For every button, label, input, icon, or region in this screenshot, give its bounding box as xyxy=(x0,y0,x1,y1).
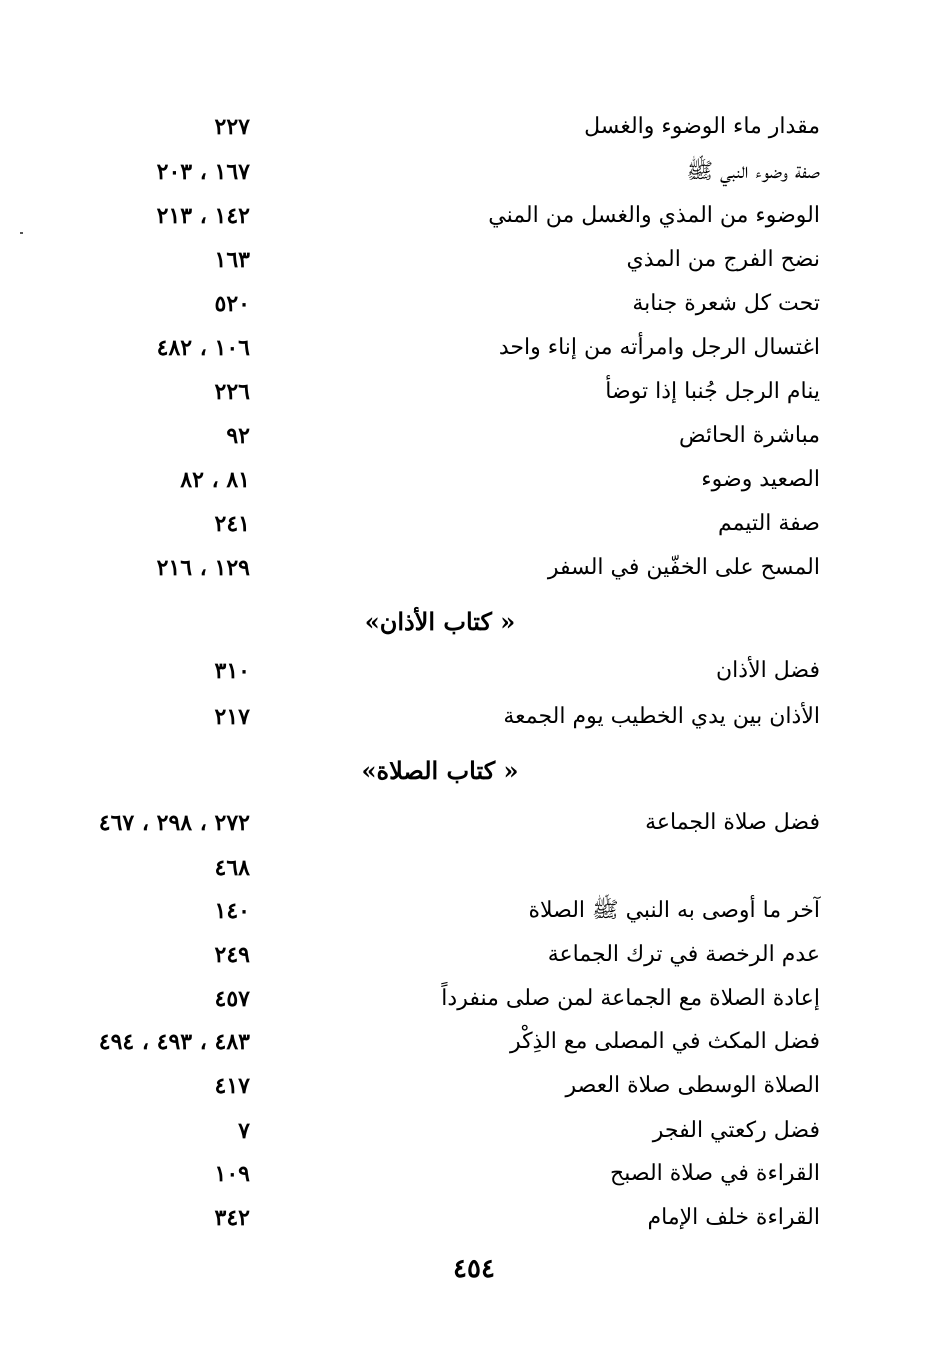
index-entry xyxy=(60,1154,820,1194)
entry-topic: صفة التيمم xyxy=(717,511,820,536)
entry-pages: ١٤٢ ، ٢١٣ xyxy=(156,203,250,229)
index-entry xyxy=(60,651,820,691)
entry-topic: فضل الأذان xyxy=(716,658,820,683)
entry-pages: ٤٨٣ ، ٤٩٣ ، ٤٩٤ xyxy=(98,1029,250,1055)
entry-topic: صفة وضوء النبي ﷺ xyxy=(686,159,820,184)
index-entry xyxy=(60,152,820,192)
entry-topic: نضح الفرج من المذي xyxy=(626,247,820,272)
index-entry xyxy=(60,891,820,931)
entry-topic: ينام الرجل جُنبا إذا توضأ xyxy=(605,379,820,404)
entry-pages: ٢٢٦ xyxy=(214,379,250,405)
section-heading-salat: « كتاب الصلاة» xyxy=(361,756,519,785)
scan-speck xyxy=(20,232,23,234)
entry-pages: ٤٦٨ xyxy=(214,855,250,881)
index-entry xyxy=(60,196,820,236)
section-heading-adhan: « كتاب الأذان» xyxy=(364,607,516,636)
entry-topic: المسح على الخفّين في السفر xyxy=(547,555,820,580)
entry-pages: ١٦٧ ، ٢٠٣ xyxy=(156,159,250,185)
entry-pages: ٨١ ، ٨٢ xyxy=(180,467,250,493)
index-entry xyxy=(60,328,820,368)
index-entry xyxy=(60,460,820,500)
index-entry xyxy=(60,416,820,456)
entry-topic: القراءة خلف الإمام xyxy=(647,1205,820,1230)
entry-pages: ٩٢ xyxy=(226,423,250,449)
index-entry xyxy=(60,107,820,147)
entry-topic: آخر ما أوصى به النبي ﷺ الصلاة xyxy=(528,898,820,923)
entry-pages: ١٦٣ xyxy=(214,247,250,273)
index-entry xyxy=(60,697,820,737)
entry-pages: ٢١٧ xyxy=(214,704,250,730)
index-entry xyxy=(60,240,820,280)
index-entry xyxy=(60,372,820,412)
entry-topic: الصعيد وضوء xyxy=(701,467,820,492)
entry-pages: ١٢٩ ، ٢١٦ xyxy=(156,555,250,581)
entry-pages: ٣١٠ xyxy=(214,658,250,684)
entry-topic: فضل المكث في المصلى مع الذِكْر xyxy=(509,1029,820,1054)
entry-pages: ٢٤١ xyxy=(214,511,250,537)
entry-pages: ٢٢٧ xyxy=(214,114,250,140)
entry-topic: مباشرة الحائض xyxy=(678,423,820,448)
entry-pages: ٤١٧ xyxy=(214,1073,250,1099)
entry-topic: تحت كل شعرة جنابة xyxy=(632,291,820,316)
entry-pages: ٢٧٢ ، ٢٩٨ ، ٤٦٧ xyxy=(98,810,250,836)
entry-pages: ٤٥٧ xyxy=(214,986,250,1012)
entry-pages: ١٠٩ xyxy=(214,1161,250,1187)
entry-topic: الوضوء من المذي والغسل من المني xyxy=(488,203,820,228)
index-entry xyxy=(60,979,820,1019)
index-entry xyxy=(60,1111,820,1151)
entry-pages: ٧ xyxy=(238,1118,250,1144)
entry-topic: فضل صلاة الجماعة xyxy=(645,810,820,835)
index-entry xyxy=(60,504,820,544)
index-entry-continuation xyxy=(60,848,820,888)
entry-topic: اغتسال الرجل وامرأته من إناء واحد xyxy=(498,335,820,360)
index-entry xyxy=(60,1198,820,1238)
entry-topic: إعادة الصلاة مع الجماعة لمن صلى منفرداً xyxy=(441,986,820,1011)
index-entry xyxy=(60,548,820,588)
index-entry xyxy=(60,1066,820,1106)
entry-pages: ١٠٦ ، ٤٨٢ xyxy=(156,335,250,361)
entry-topic: الصلاة الوسطى صلاة العصر xyxy=(565,1073,820,1098)
index-entry xyxy=(60,935,820,975)
index-entry xyxy=(60,284,820,324)
page-number: ٤٥٤ xyxy=(453,1254,495,1284)
entry-topic: القراءة في صلاة الصبح xyxy=(610,1161,820,1186)
entry-pages: ٥٢٠ xyxy=(214,291,250,317)
index-entry xyxy=(60,803,820,843)
entry-pages: ٣٤٢ xyxy=(214,1205,250,1231)
index-entry xyxy=(60,1022,820,1062)
entry-topic: الأذان بين يدي الخطيب يوم الجمعة xyxy=(503,704,820,729)
entry-topic: مقدار ماء الوضوء والغسل xyxy=(584,114,820,139)
entry-pages: ١٤٠ xyxy=(214,898,250,924)
entry-pages: ٢٤٩ xyxy=(214,942,250,968)
entry-topic: فضل ركعتي الفجر xyxy=(652,1118,820,1143)
entry-topic: عدم الرخصة في ترك الجماعة xyxy=(547,942,820,967)
